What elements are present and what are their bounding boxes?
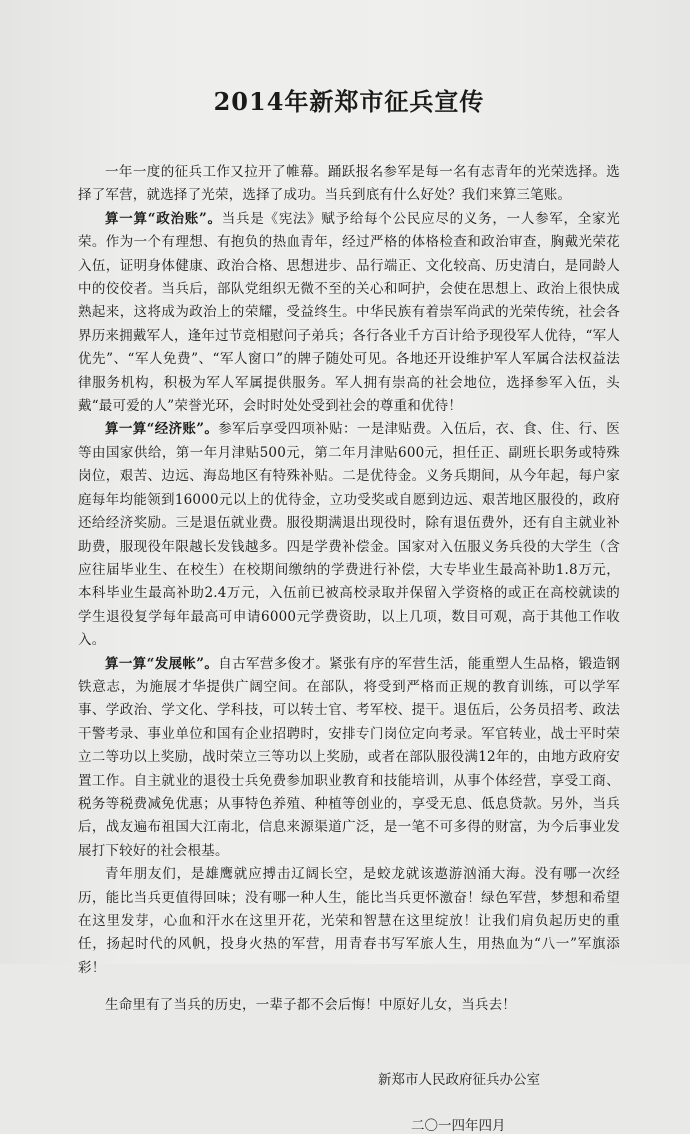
issue-date: 二〇一四年四月 (411, 1117, 506, 1134)
economic-section (78, 418, 620, 652)
signature: 新郑市人民政府征兵办公室 (378, 1071, 540, 1088)
economic-section-heading: 算一算“经济账”。 (105, 421, 219, 438)
political-section-text: 当兵是《宪法》赋予给每个公民应尽的义务，一人参军，全家光荣。作为一个有理想、有抱负的热血青年，经过严格的体格检查和政治审查，胸戴光荣花入伍，证明身体健康、政治合格、思想进步、品行端正、文化较高、历史清白，是同龄人中的佼佼者。当兵后，部队党组织无微不至的关心和呵护，会使在思想上、政治上很快成熟起来，这将成为政治上的荣耀，受益终生。中华民族有着崇军尚武的光荣传统，社会各界历来拥戴军人，逢年过节竞相慰问子弟兵；各行各业千方百计给予现役军人优待，“军人优先”、“军人免费”、“军人窗口”的牌子随处可见。各地还开设维护军人军属合法权益法律服务机构，积极为军人军属提供服务。军人拥有崇高的社会地位，选择参军入伍，头戴“最可爱的人”荣誉光环，会时时处处受到社会的尊重和优待！ (78, 210, 620, 415)
political-section (78, 208, 620, 419)
page-title: 2014年新郑市征兵宣传 (213, 87, 485, 116)
economic-section-text: 参军后享受四项补贴：一是津贴费。入伍后，衣、食、住、行、医等由国家供给，第一年月津贴500元，第二年月津贴600元，担任正、副班长职务或特殊岗位，艰苦、边远、海岛地区有特殊补贴。二是优待金。义务兵期间，从今年起，每户家庭每年均能领到16000元以上的优待金，立功受奖或自愿到边远、艰苦地区服役的，政府还给经济奖励。三是退伍就业费。服役期满退出现役时，除有退伍费外，还有自主就业补助费，服现役年限越长发钱越多。四是学费补偿金。国家对入伍服义务兵役的大学生（含应往届毕业生、在校生）在校期间缴纳的学费进行补偿，大专毕业生最高补助1.8万元，本科毕业生最高补助2.4万元，入伍前已被高校录取并保留入学资格的或正在高校就读的学生退役复学每年最高可申请6000元学费资助，以上几项，数目可观，高于其他工作收入。 (78, 421, 620, 649)
appeal-paragraph: 青年朋友们，是雄鹰就应搏击辽阔长空，是蛟龙就该遨游汹涌大海。没有哪一次经历，能比当兵更值得回味；没有哪一种人生，能比当兵更怀激奋！绿色军营，梦想和希望在这里发芽，心血和汗水在这里开花，光荣和智慧在这里绽放！让我们肩负起历史的重任，扬起时代的风帆，投身火热的军营，用青春书写军旅人生，用热血为“八一”军旗添彩！ (78, 866, 620, 976)
development-section-text: 自古军营多俊才。紧张有序的军营生活，能重塑人生品格，锻造钢铁意志，为施展才华提供广阔空间。在部队，将受到严格而正规的教育训练，可以学军事、学政治、学文化、学科技，可以转士官、考军校、提干。退伍后，公务员招考、政法干警考录、事业单位和国有企业招聘时，安排专门岗位定向考录。军官转业，战士平时荣立二等功以上奖励，战时荣立三等功以上奖励，或者在部队服役满12年的，由地方政府安置工作。自主就业的退役士兵免费参加职业教育和技能培训，从事个体经营，享受工商、税务等税费减免优惠；从事特色养殖、种植等创业的，享受无息、低息贷款。另外，当兵后，战友遍布祖国大江南北，信息来源渠道广泛，是一笔不可多得的财富，为今后事业发展打下较好的社会根基。 (78, 655, 620, 859)
closing-paragraph: 生命里有了当兵的历史，一辈子都不会后悔！中原好儿女，当兵去！ (105, 997, 516, 1014)
political-section-heading: 算一算“政治账”。 (105, 210, 222, 227)
development-section (78, 653, 620, 864)
development-section-heading: 算一算“发展帐”。 (105, 655, 219, 672)
intro-paragraph: 一年一度的征兵工作又拉开了帷幕。踊跃报名参军是每一名有志青年的光荣选择。选择了军营，就选择了光荣，选择了成功。当兵到底有什么好处？我们来算三笔账。 (78, 164, 620, 204)
